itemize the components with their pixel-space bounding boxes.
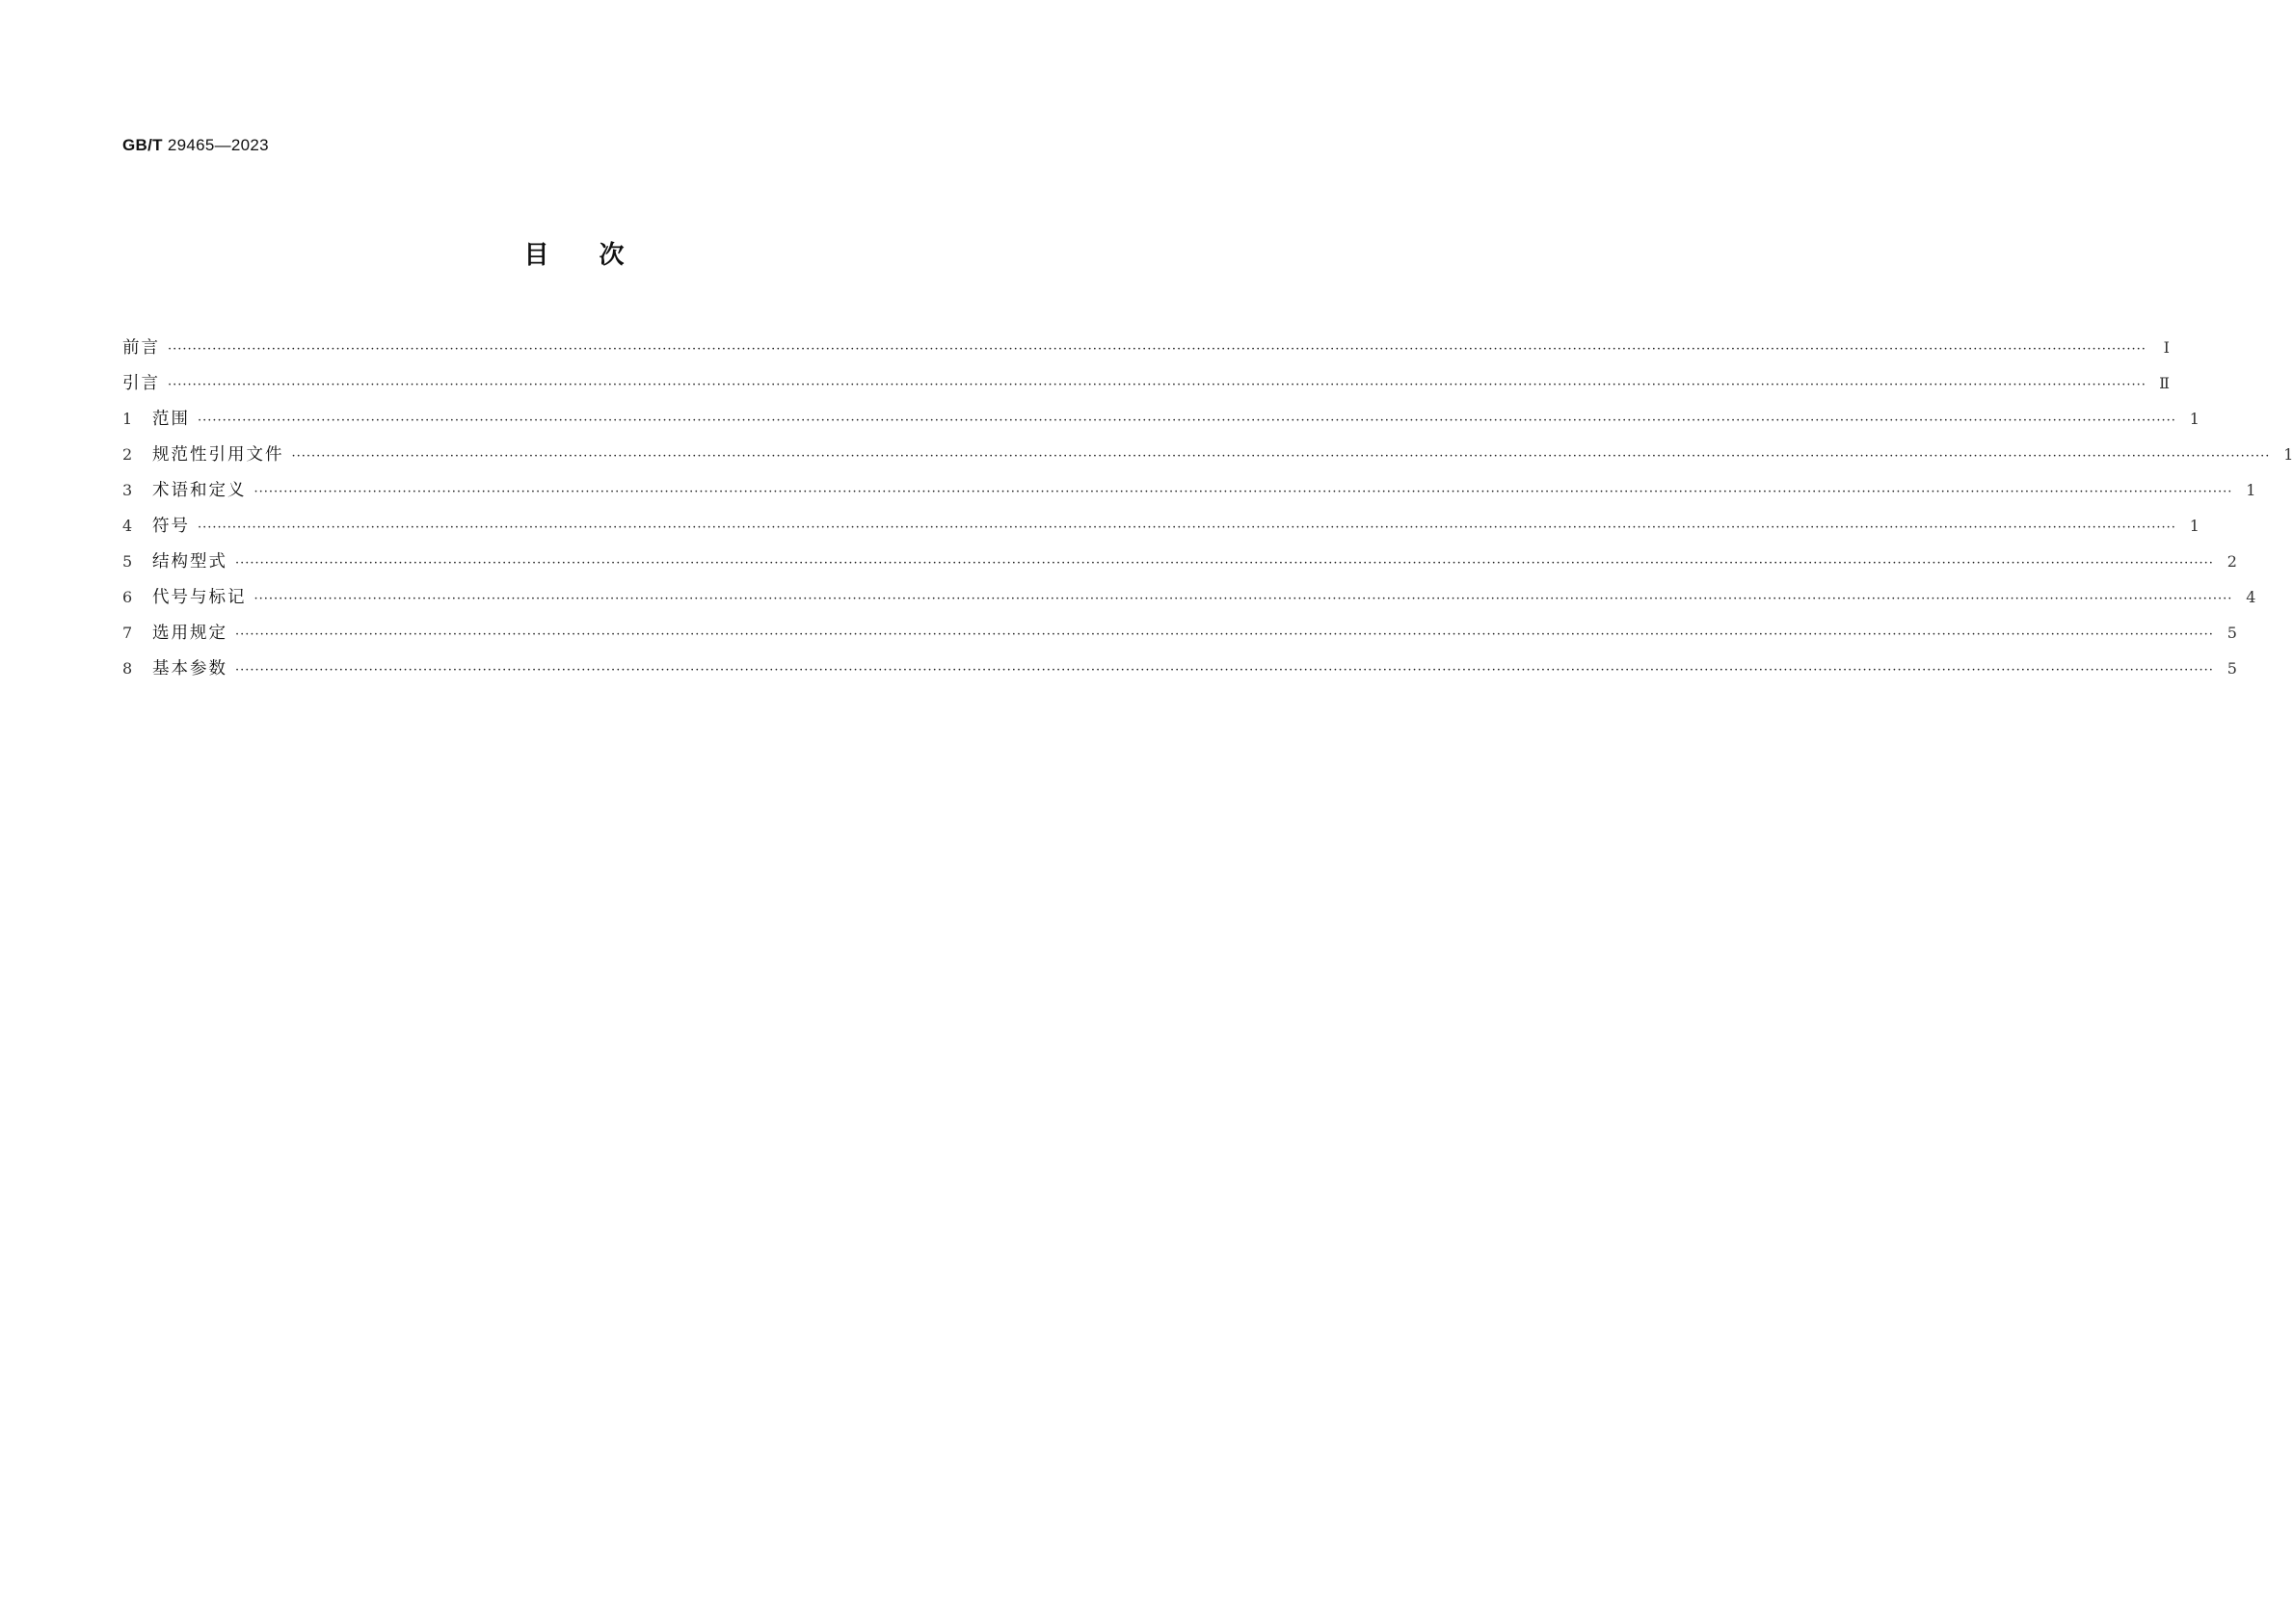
toc-entry-page: 5 [2226, 624, 2237, 642]
toc-leader-dots: ················································································································································································································································································································································································································ [198, 413, 2176, 428]
toc-leader-dots: ················································································································································································································································································································································································································ [168, 378, 2146, 392]
toc-entry-number: 4 [122, 517, 133, 535]
toc-leader-dots: ················································································································································································································································································································································································································ [198, 520, 2176, 535]
standard-number: 29465—2023 [167, 136, 269, 154]
toc-entry-page: 1 [2246, 481, 2256, 499]
toc-leader-dots: ················································································································································································································································································································································································································ [291, 449, 2271, 464]
toc-entry-label: 范围 [152, 410, 190, 429]
toc-entry-number: 8 [122, 659, 133, 678]
toc-entry-number: 6 [122, 588, 133, 606]
toc-entry-label: 基本参数 [152, 659, 227, 679]
toc-entry-label: 选用规定 [152, 624, 227, 643]
toc-entry-page: 1 [2189, 517, 2200, 535]
toc-entry-label: 前言 [122, 338, 160, 358]
toc-entry-number: 1 [122, 410, 133, 428]
toc-leader-dots: ················································································································································································································································································································································································································ [235, 627, 2214, 642]
toc-entry-label: 术语和定义 [152, 481, 247, 500]
toc-entry-page: 4 [2246, 588, 2256, 606]
toc-entry-code-marking[interactable] [122, 579, 2256, 615]
table-of-contents [122, 330, 2293, 686]
toc-entry-scope[interactable] [122, 401, 2200, 437]
toc-entry-structure-type[interactable] [122, 544, 2237, 579]
toc-title: 目次 [523, 241, 675, 270]
toc-entry-number: 2 [122, 445, 133, 464]
standard-prefix: GB/T [122, 136, 163, 154]
toc-entry-foreword[interactable] [122, 330, 2170, 365]
toc-entry-label: 代号与标记 [152, 588, 247, 607]
toc-entry-symbols[interactable] [122, 508, 2200, 544]
toc-entry-normative-references[interactable] [122, 437, 2293, 472]
toc-entry-label: 结构型式 [152, 552, 227, 572]
toc-entry-terms-definitions[interactable] [122, 472, 2256, 508]
toc-entry-introduction[interactable] [122, 365, 2170, 401]
toc-entry-page: 5 [2226, 659, 2237, 678]
toc-entry-selection-rules[interactable] [122, 615, 2237, 651]
toc-entry-page: Ⅰ [2163, 338, 2170, 357]
standard-code [122, 136, 269, 155]
toc-entry-label: 规范性引用文件 [152, 445, 284, 465]
toc-entry-page: Ⅱ [2159, 374, 2170, 392]
toc-leader-dots: ················································································································································································································································································································································································································ [253, 592, 2233, 606]
toc-leader-dots: ················································································································································································································································································································································································································ [235, 556, 2214, 571]
toc-entry-label: 符号 [152, 517, 190, 536]
toc-leader-dots: ················································································································································································································································································································································································································ [168, 342, 2146, 357]
toc-entry-number: 3 [122, 481, 133, 499]
toc-leader-dots: ················································································································································································································································································································································································································ [253, 485, 2233, 499]
toc-entry-page: 2 [2226, 552, 2237, 571]
toc-entry-page: 1 [2283, 445, 2293, 464]
toc-entry-basic-parameters[interactable] [122, 651, 2237, 686]
toc-entry-number: 5 [122, 552, 133, 571]
toc-leader-dots: ················································································································································································································································································································································································································ [235, 663, 2214, 678]
toc-entry-label: 引言 [122, 374, 160, 393]
toc-entry-number: 7 [122, 624, 133, 642]
toc-entry-page: 1 [2189, 410, 2200, 428]
